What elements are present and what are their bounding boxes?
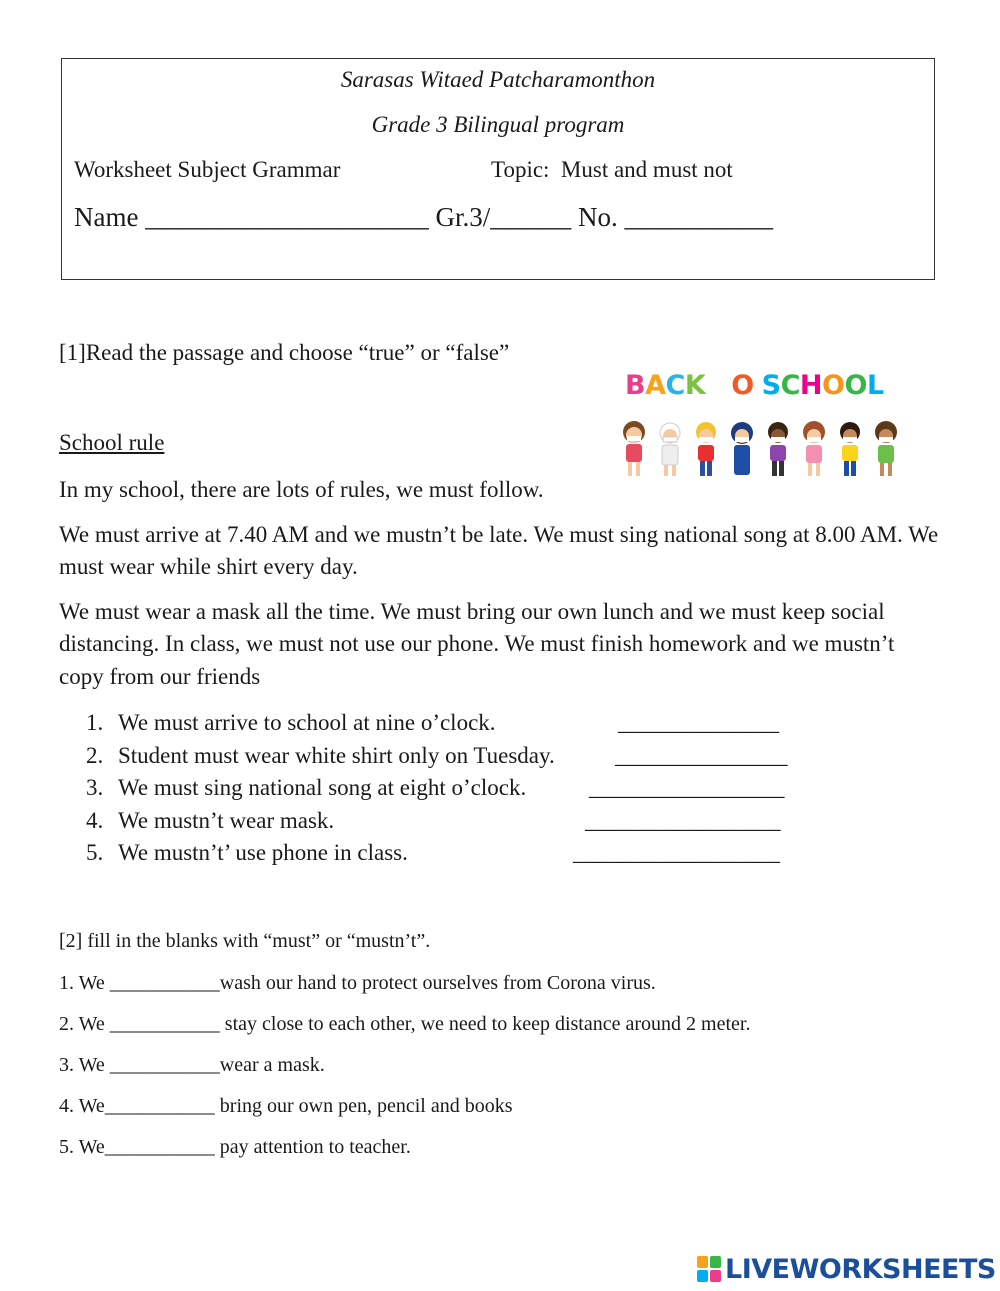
answer-blank[interactable]: ______________: [618, 710, 779, 735]
question-text: We must sing national song at eight o’clock.: [118, 775, 527, 800]
banner-letter: C: [665, 370, 685, 401]
banner-letter: O: [844, 370, 867, 401]
program-name: Grade 3 Bilingual program: [371, 112, 625, 137]
question-item: [86, 772, 785, 805]
back-to-school-banner: [625, 370, 884, 401]
kid-figure-1: [623, 421, 645, 476]
question-number: 3.: [86, 775, 104, 800]
question-text: We mustn’t’ use phone in class.: [118, 840, 408, 865]
kid-figure-3: [696, 422, 716, 476]
passage-paragraph-3: We must wear a mask all the time. We must bring our own lunch and we must keep social distancing. In class, we must not use our phone. We must finish homework and we mustn’t copy from our friends: [59, 598, 895, 689]
question-text: We must arrive to school at nine o’clock.: [118, 710, 496, 735]
banner-letter: B: [625, 370, 646, 401]
liveworksheets-logo: [697, 1253, 996, 1285]
passage-title: School rule: [59, 430, 165, 455]
question-text: We mustn’t wear mask.: [118, 807, 335, 833]
passage-paragraph-2: We must arrive at 7.40 AM and we mustn’t be late. We must sing national song at 8.00 AM. We must wear while shirt every day.: [59, 521, 939, 579]
fill-item-4[interactable]: 4. We___________ bring our own pen, pencil and books: [59, 1095, 513, 1117]
banner-letter: [754, 370, 762, 401]
banner-letter: O: [822, 370, 845, 401]
answer-blank[interactable]: _________________: [589, 775, 785, 800]
passage-paragraph-1: In my school, there are lots of rules, we must follow.: [59, 477, 544, 502]
banner-letter: T: [713, 370, 732, 401]
part2-instruction: [2] fill in the blanks with “must” or “mustn’t”.: [59, 930, 431, 952]
question-item: [86, 837, 780, 870]
kid-figure-6: [803, 421, 825, 476]
banner-letter: O: [731, 370, 754, 401]
answer-blank[interactable]: _________________: [585, 807, 781, 833]
liveworksheets-logo-text: LIVEWORKSHEETS: [725, 1253, 996, 1285]
question-number: 5.: [86, 840, 104, 865]
fill-item-2[interactable]: 2. We ___________ stay close to each other, we need to keep distance around 2 meter.: [59, 1013, 751, 1035]
passage: [59, 474, 939, 693]
kids-illustration: [616, 418, 908, 480]
fill-item-1[interactable]: 1. We ___________wash our hand to protect ourselves from Corona virus.: [59, 972, 656, 994]
subject-label: Worksheet Subject Grammar: [74, 157, 341, 182]
liveworksheets-mark-icon: [697, 1256, 721, 1282]
fill-item-3[interactable]: 3. We ___________wear a mask.: [59, 1054, 325, 1076]
banner-letter: H: [799, 370, 823, 401]
question-item: [86, 740, 788, 773]
kid-figure-8: [875, 421, 897, 476]
fill-item-5[interactable]: 5. We___________ pay attention to teacher.: [59, 1136, 411, 1158]
banner-letter: S: [761, 370, 781, 401]
banner-letter: K: [684, 370, 706, 401]
name-line[interactable]: Name _____________________ Gr.3/______ No. ___________: [74, 202, 773, 232]
question-item: [86, 707, 779, 740]
topic-label: Topic: Must and must not: [491, 157, 733, 182]
banner-letter: [705, 370, 713, 401]
question-text: Student must wear white shirt only on Tuesday.: [118, 742, 555, 768]
true-false-questions: [86, 707, 788, 870]
part1-instruction: [1]Read the passage and choose “true” or “false”: [59, 340, 510, 365]
banner-letter: L: [866, 370, 884, 401]
question-number: 4.: [86, 807, 104, 833]
question-number: 1.: [86, 710, 104, 735]
question-number: 2.: [86, 742, 104, 768]
kid-figure-7: [840, 422, 860, 476]
answer-blank[interactable]: __________________: [573, 840, 780, 865]
kid-figure-5: [768, 422, 788, 476]
banner-letter: A: [645, 370, 666, 401]
school-name: Sarasas Witaed Patcharamonthon: [340, 67, 656, 92]
question-item: [86, 805, 781, 838]
kid-figure-2: [660, 423, 680, 476]
banner-letter: C: [780, 370, 800, 401]
header-box: [61, 58, 935, 280]
answer-blank[interactable]: _______________: [615, 742, 788, 768]
kid-figure-4: [731, 422, 753, 475]
